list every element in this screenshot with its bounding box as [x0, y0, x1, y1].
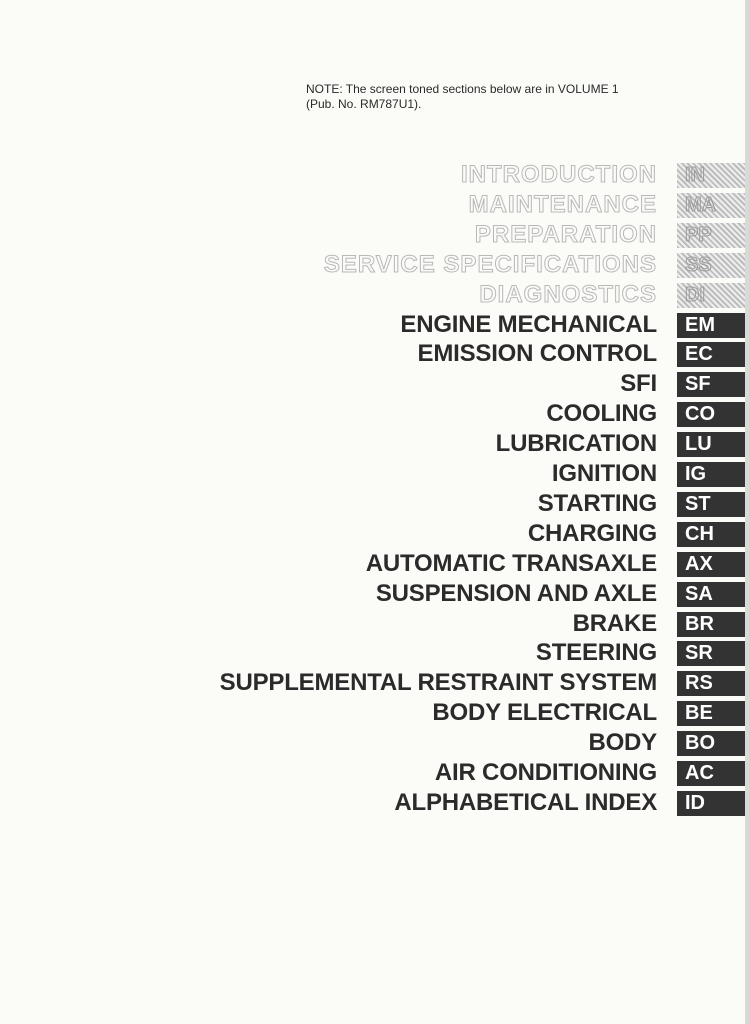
section-title[interactable]: SERVICE SPECIFICATIONS — [323, 250, 657, 278]
section-title[interactable]: STARTING — [537, 489, 657, 517]
section-title[interactable]: INTRODUCTION — [461, 161, 657, 188]
section-title[interactable]: EMISSION CONTROL — [417, 340, 657, 368]
section-title[interactable]: BODY — [588, 729, 657, 757]
section-title[interactable]: SUSPENSION AND AXLE — [375, 579, 657, 607]
section-row[interactable] — [0, 220, 749, 250]
section-title[interactable]: IGNITION — [551, 460, 657, 487]
section-title[interactable]: MAINTENANCE — [468, 190, 657, 218]
section-title[interactable]: LUBRICATION — [495, 430, 657, 458]
section-tab[interactable]: AX — [677, 552, 749, 577]
section-title[interactable]: BRAKE — [572, 609, 657, 637]
section-tab[interactable]: CH — [677, 522, 749, 547]
page-edge — [745, 0, 749, 1024]
section-tab[interactable]: BO — [677, 731, 749, 756]
section-row[interactable] — [0, 519, 749, 549]
section-tab[interactable]: SF — [677, 372, 749, 397]
section-tab[interactable]: LU — [677, 432, 749, 457]
section-title[interactable]: DIAGNOSTICS — [479, 280, 657, 308]
section-row[interactable] — [0, 429, 749, 459]
section-tab[interactable]: RS — [677, 671, 749, 696]
section-title[interactable]: ALPHABETICAL INDEX — [394, 788, 657, 816]
section-tab[interactable]: CO — [677, 402, 749, 427]
section-title[interactable]: AUTOMATIC TRANSAXLE — [365, 549, 657, 577]
section-row[interactable] — [0, 459, 749, 489]
section-title[interactable]: BODY ELECTRICAL — [432, 699, 657, 727]
section-row[interactable] — [0, 489, 749, 519]
section-row[interactable] — [0, 638, 749, 668]
section-row[interactable] — [0, 250, 749, 280]
section-tab[interactable]: IG — [677, 462, 749, 487]
section-tab[interactable]: BR — [677, 612, 749, 637]
section-row[interactable] — [0, 369, 749, 399]
section-tab[interactable]: ID — [677, 791, 749, 816]
section-tab[interactable]: SS — [677, 253, 749, 278]
section-row[interactable] — [0, 280, 749, 310]
section-row[interactable] — [0, 758, 749, 788]
section-tab[interactable]: IN — [677, 163, 749, 188]
volume-note-line-2: (Pub. No. RM787U1). — [306, 97, 422, 111]
section-tab[interactable]: ST — [677, 492, 749, 517]
section-row[interactable] — [0, 579, 749, 609]
section-title[interactable]: SUPPLEMENTAL RESTRAINT SYSTEM — [219, 669, 657, 697]
section-tab[interactable]: BE — [677, 701, 749, 726]
section-tab[interactable]: EM — [677, 313, 749, 338]
section-tab[interactable]: EC — [677, 342, 749, 367]
section-row[interactable] — [0, 609, 749, 639]
section-row[interactable] — [0, 339, 749, 369]
volume-note-line-1: NOTE: The screen toned sections below are in VOLUME 1 — [306, 82, 619, 96]
section-title[interactable]: PREPARATION — [474, 220, 657, 248]
section-row[interactable] — [0, 698, 749, 728]
section-row[interactable] — [0, 310, 749, 340]
section-row[interactable] — [0, 668, 749, 698]
section-tab[interactable]: SR — [677, 641, 749, 666]
section-title[interactable]: COOLING — [546, 400, 657, 428]
section-title[interactable]: STEERING — [535, 639, 657, 667]
section-title[interactable]: SFI — [620, 370, 657, 398]
section-tab[interactable]: PP — [677, 223, 749, 248]
section-title[interactable]: AIR CONDITIONING — [434, 759, 657, 786]
section-tab[interactable]: MA — [677, 193, 749, 218]
volume-note — [306, 82, 666, 112]
section-row[interactable] — [0, 728, 749, 758]
section-title[interactable]: ENGINE MECHANICAL — [400, 310, 657, 338]
section-title[interactable]: CHARGING — [527, 519, 657, 547]
section-row[interactable] — [0, 788, 749, 818]
section-tab[interactable]: SA — [677, 582, 749, 607]
section-tab[interactable]: AC — [677, 761, 749, 786]
section-row[interactable] — [0, 549, 749, 579]
section-row[interactable] — [0, 190, 749, 220]
section-row[interactable] — [0, 399, 749, 429]
section-tab[interactable]: DI — [677, 283, 749, 308]
section-row[interactable] — [0, 160, 749, 190]
